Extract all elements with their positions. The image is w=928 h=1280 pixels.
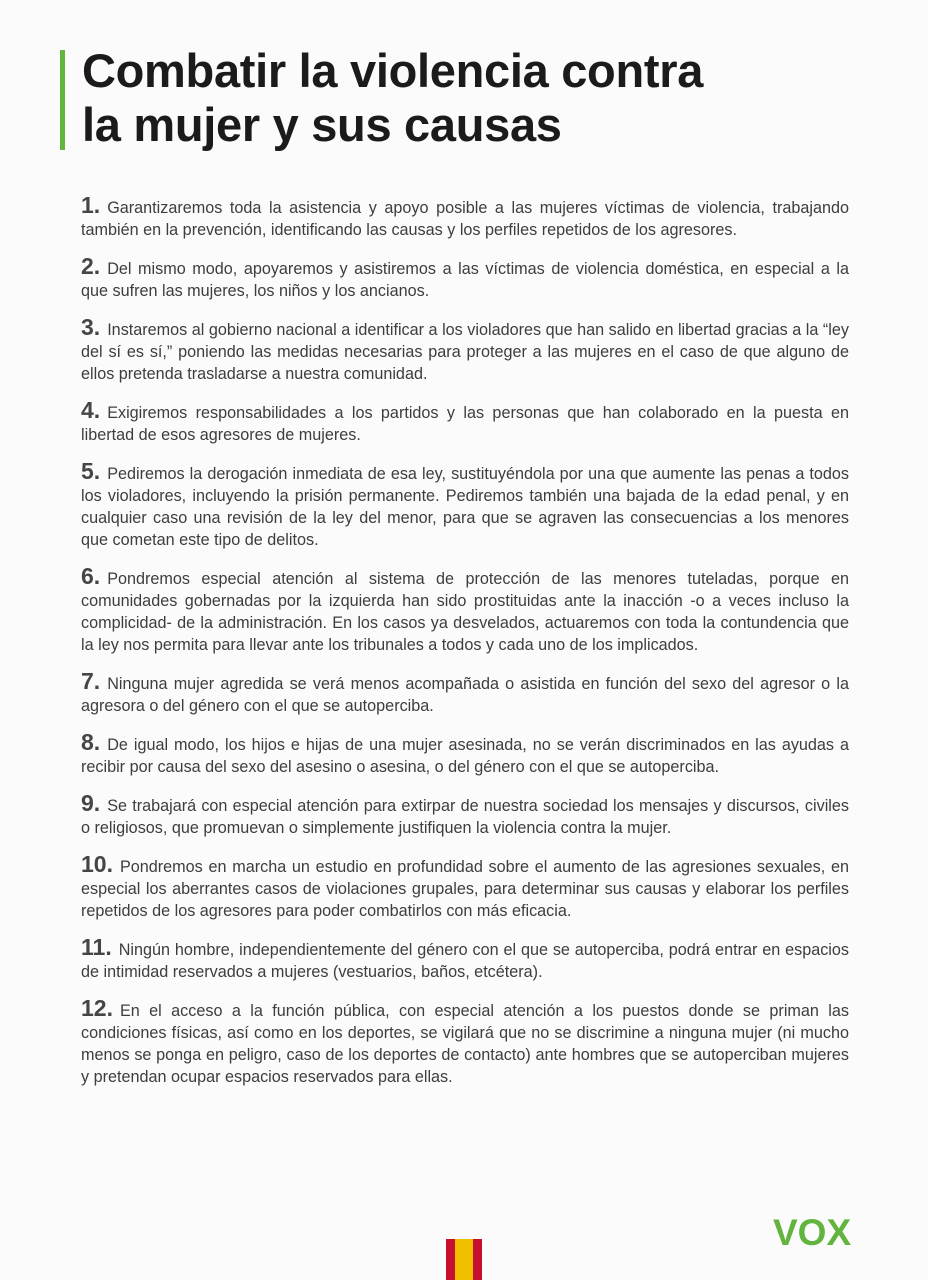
proposal-item (81, 670, 849, 717)
proposal-item (81, 255, 849, 302)
item-number: 7. (81, 668, 101, 694)
flag-stripe-red (473, 1239, 482, 1280)
item-text: Pediremos la derogación inmediata de esa ley, sustituyéndola por una que aumente las penas a todos los violadores, incluyendo la prisión permanente. Pediremos también una bajada de la edad penal, y en cualquier caso una revisión de la ley del menor, para que se agraven las consecuencias a los menores que cometan este tipo de delitos. (81, 465, 849, 549)
item-text: Del mismo modo, apoyaremos y asistiremos a las víctimas de violencia doméstica, en especial a la que sufren las mujeres, los niños y los ancianos. (81, 260, 849, 300)
item-number: 2. (81, 253, 101, 279)
item-number: 8. (81, 729, 101, 755)
page-title (60, 44, 880, 152)
item-number: 6. (81, 563, 101, 589)
proposal-item (81, 731, 849, 778)
item-text: Ningún hombre, independientemente del género con el que se autoperciba, podrá entrar en espacios de intimidad reservados a mujeres (vestuarios, baños, etcétera). (81, 941, 849, 981)
proposal-item (81, 997, 849, 1088)
spain-flag-icon (446, 1239, 482, 1280)
item-text: Se trabajará con especial atención para extirpar de nuestra sociedad los mensajes y discursos, civiles o religiosos, que promuevan o simplemente justifiquen la violencia contra la mujer. (81, 797, 849, 837)
proposal-item (81, 460, 849, 551)
item-text: Ninguna mujer agredida se verá menos acompañada o asistida en función del sexo del agresor o la agresora o del género con el que se autoperciba. (81, 675, 849, 715)
proposal-item (81, 316, 849, 385)
flag-stripe-yellow (455, 1239, 473, 1280)
item-number: 3. (81, 314, 101, 340)
item-text: Instaremos al gobierno nacional a identificar a los violadores que han salido en libertad gracias a la “ley del sí es sí,” poniendo las medidas necesarias para proteger a las mujeres en el caso de que alguno de ellos pretenda trasladarse a nuestra comunidad. (81, 321, 849, 383)
item-number: 5. (81, 458, 101, 484)
item-text: Garantizaremos toda la asistencia y apoyo posible a las mujeres víctimas de violencia, trabajando también en la prevención, identificando las causas y los perfiles repetidos de los agresores. (81, 199, 849, 239)
item-text: Pondremos especial atención al sistema de protección de las menores tuteladas, porque en comunidades gobernadas por la izquierda han sido prostituidas ante la inacción -o a veces incluso la complicidad- de la administración. En los casos ya desvelados, actuaremos con toda la contundencia que la ley nos permita para llevar ante los tribunales a todos y cada uno de los implicados. (81, 570, 849, 654)
item-number: 10. (81, 851, 113, 877)
item-number: 1. (81, 192, 101, 218)
item-number: 4. (81, 397, 101, 423)
item-text: Pondremos en marcha un estudio en profundidad sobre el aumento de las agresiones sexuales, en especial los aberrantes casos de violaciones grupales, para determinar sus causas y elaborar los perfiles repetidos de los agresores para poder combatirlos con más eficacia. (81, 858, 849, 920)
vox-logo: VOX (773, 1212, 852, 1253)
proposal-item (81, 853, 849, 922)
flag-stripe-red (446, 1239, 455, 1280)
item-text: Exigiremos responsabilidades a los partidos y las personas que han colaborado en la puesta en libertad de esos agresores de mujeres. (81, 404, 849, 444)
proposal-item (81, 399, 849, 446)
item-number: 11. (81, 934, 112, 960)
item-number: 9. (81, 790, 101, 816)
proposal-item (81, 565, 849, 656)
proposal-item (81, 194, 849, 241)
title-accent-bar (60, 50, 65, 150)
item-number: 12. (81, 995, 113, 1021)
title-block (60, 44, 880, 152)
proposal-list (81, 194, 849, 1102)
proposal-item (81, 792, 849, 839)
title-line-1: Combatir la violencia contra (82, 44, 704, 97)
title-line-2: la mujer y sus causas (82, 98, 562, 151)
proposal-item (81, 936, 849, 983)
item-text: En el acceso a la función pública, con especial atención a los puestos donde se priman las condiciones físicas, así como en los deportes, se vigilará que no se discrimine a ninguna mujer (ni mucho menos se ponga en peligro, caso de los deportes de contacto) ante hombres que se autoperciban mujeres y pretendan ocupar espacios reservados para ellas. (81, 1002, 849, 1086)
item-text: De igual modo, los hijos e hijas de una mujer asesinada, no se verán discriminados en las ayudas a recibir por causa del sexo del asesino o asesina, o del género con el que se autoperciba. (81, 736, 849, 776)
